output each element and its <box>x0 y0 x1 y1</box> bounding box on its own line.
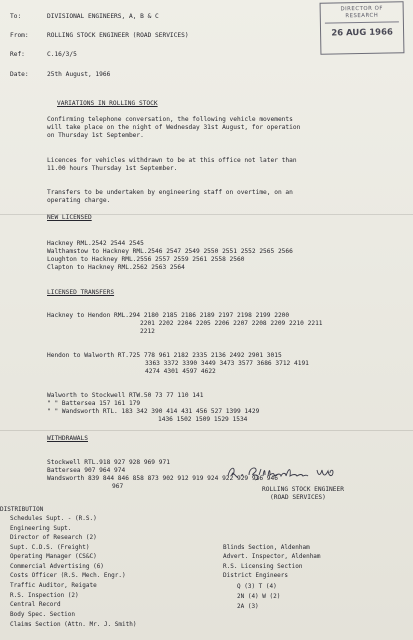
hendon-walworth-line: 3363 3372 3390 3449 3473 3577 3686 3712 4191 <box>145 360 309 367</box>
withdrawal-line: Battersea 907 964 974 <box>47 467 126 474</box>
withdrawal-line: 967 <box>112 483 124 490</box>
intro-line: will take place on the night of Wednesday 31st August, for operation <box>47 124 301 131</box>
stamp-line-2: RESEARCH <box>345 12 379 20</box>
distribution-item-right: Q (3) T (4) <box>237 583 277 590</box>
distribution-item-right: District Engineers <box>223 572 289 579</box>
distribution-item: Traffic Auditor, Reigate <box>10 582 97 589</box>
distribution-item-right: R.S. Licensing Section <box>223 563 303 570</box>
withdrawal-line: Stockwell RTL.918 927 928 969 971 <box>47 459 170 466</box>
distribution-item: Schedules Supt. - (R.S.) <box>10 515 97 522</box>
stamp-rule <box>325 21 399 23</box>
new-licensed-line: Walthamstow to Hackney RML.2546 2547 2549 2550 2551 2552 2565 2566 <box>47 248 293 255</box>
distribution-item: Body Spec. Section <box>10 611 76 618</box>
hendon-walworth-line: 4274 4301 4597 4622 <box>145 368 216 375</box>
new-licensed-line: Clapton to Hackney RML.2562 2563 2564 <box>47 264 185 271</box>
licences-line: 11.00 hours Thursday 1st September. <box>47 165 178 172</box>
walworth-transfer-line: " " Battersea 157 161 179 <box>47 400 141 407</box>
intro-line: Confirming telephone conversation, the following vehicle movements <box>47 116 293 123</box>
distribution-item: R.S. Inspection (2) <box>10 592 79 599</box>
new-licensed-line: Loughton to Hackney RML.2556 2557 2559 2561 2558 2560 <box>47 256 245 263</box>
to-label: To: <box>10 13 22 20</box>
distribution-item-right: 2A (3) <box>237 603 259 610</box>
distribution-item-right: Advert. Inspector, Aldenham <box>223 553 321 560</box>
handwritten-signature <box>225 461 340 483</box>
new-licensed-line: Hackney RML.2542 2544 2545 <box>47 240 144 247</box>
received-stamp <box>320 1 405 54</box>
licences-line: Licences for vehicles withdrawn to be at this office not later than <box>47 157 297 164</box>
signature-title-2: (ROAD SERVICES) <box>270 494 326 501</box>
date-value: 25th August, 1966 <box>47 71 111 78</box>
withdrawal-line: Wandsworth 839 844 846 858 873 902 912 919 924 922 929 936 946 <box>47 475 278 482</box>
intro-line: on Thursday 1st September. <box>47 132 144 139</box>
walworth-transfer-line: 1436 1502 1509 1529 1534 <box>158 416 248 423</box>
document-title: VARIATIONS IN ROLLING STOCK <box>57 100 158 107</box>
from-value: ROLLING STOCK ENGINEER (ROAD SERVICES) <box>47 32 189 39</box>
distribution-item: Engineering Supt. <box>10 525 72 532</box>
from-label: From: <box>10 32 29 39</box>
distribution-item: Central Record <box>10 601 61 608</box>
stamp-date: 26 AUG 1966 <box>331 27 393 39</box>
walworth-transfer-line: Walworth to Stockwell RTW.50 73 77 110 141 <box>47 392 204 399</box>
distribution-item: Director of Research (2) <box>10 534 97 541</box>
distribution-item: Claims Section (Attn. Mr. J. Smith) <box>10 621 137 628</box>
distribution-item: Operating Manager (CS&C) <box>10 553 97 560</box>
distribution-item: Commercial Advertising (6) <box>10 563 104 570</box>
new-licensed-heading: NEW LICENSED <box>47 214 92 221</box>
distribution-heading: DISTRIBUTION <box>0 506 44 513</box>
walworth-transfer-line: " " Wandsworth RTL. 183 342 390 414 431 456 527 1399 1429 <box>47 408 260 415</box>
withdrawals-heading: WITHDRAWALS <box>47 435 88 442</box>
hackney-hendon-line: 2212 <box>140 328 155 335</box>
ref-label: Ref: <box>10 51 25 58</box>
transfers-line: Transfers to be undertaken by engineering staff on overtime, on an <box>47 189 293 196</box>
distribution-item-right: 2N (4) W (2) <box>237 593 281 600</box>
licensed-transfers-heading: LICENSED TRANSFERS <box>47 289 115 296</box>
to-value: DIVISIONAL ENGINEERS, A, B & C <box>47 13 159 20</box>
paper-fold <box>0 430 413 431</box>
date-label: Date: <box>10 71 29 78</box>
distribution-item: Costs Officer (R.S. Mech. Engr.) <box>10 572 126 579</box>
hackney-hendon-line: Hackney to Hendon RML.294 2180 2185 2186 2189 2197 2198 2199 2200 <box>47 312 290 319</box>
ref-value: C.16/3/5 <box>47 51 77 58</box>
transfers-line: operating charge. <box>47 197 111 204</box>
signature-title-1: ROLLING STOCK ENGINEER <box>262 486 344 493</box>
hendon-walworth-line: Hendon to Walworth RT.725 778 961 2182 2335 2136 2492 2901 3015 <box>47 352 282 359</box>
distribution-item: Supt. C.D.S. (Freight) <box>10 544 90 551</box>
hackney-hendon-line: 2201 2202 2204 2205 2206 2207 2208 2209 2210 2211 <box>140 320 323 327</box>
distribution-item-right: Blinds Section, Aldenham <box>223 544 310 551</box>
stamp-line-1: DIRECTOR OF <box>340 5 383 13</box>
